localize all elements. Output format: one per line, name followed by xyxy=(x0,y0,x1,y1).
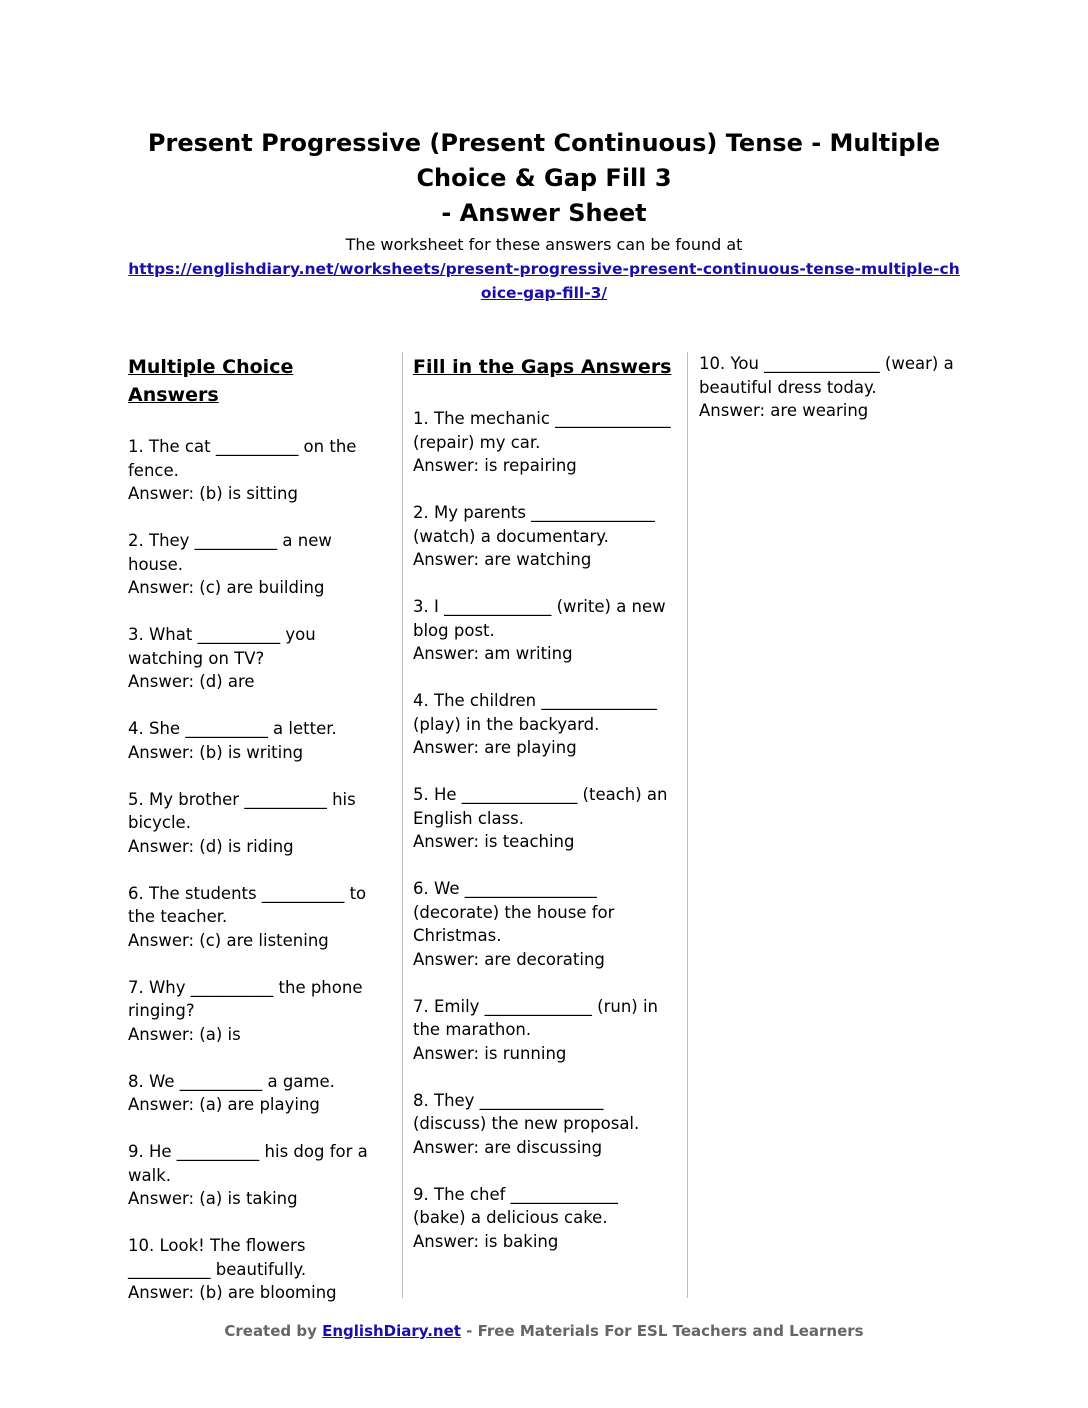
answer-text: Answer: (b) is sitting xyxy=(128,484,298,503)
list-item xyxy=(699,352,961,423)
answer-text: Answer: are watching xyxy=(413,550,592,569)
answer-text: Answer: is teaching xyxy=(413,832,575,851)
list-item xyxy=(413,595,675,666)
question-text: 7. Emily _____________ (run) in the marathon. xyxy=(413,996,659,1039)
header xyxy=(0,126,1088,305)
question-text: 10. You ______________ (wear) a beautiful dress today. xyxy=(699,354,954,397)
question-text: 5. He ______________ (teach) an English class. xyxy=(413,785,668,828)
gap-fill-column xyxy=(413,352,675,1277)
multiple-choice-column xyxy=(128,352,390,1328)
answer-text: Answer: is running xyxy=(413,1043,567,1063)
list-item xyxy=(413,995,675,1066)
answer-text: Answer: (b) are blooming xyxy=(128,1283,337,1302)
question-text: 6. We ________________ (decorate) the house for Christmas. xyxy=(413,879,615,945)
question-text: 3. What __________ you watching on TV? xyxy=(128,625,316,668)
question-text: 5. My brother __________ his bicycle. xyxy=(128,789,356,832)
answer-text: Answer: are wearing xyxy=(699,401,869,420)
gap-fill-heading: Fill in the Gaps Answers xyxy=(413,356,672,378)
question-text: 8. We __________ a game. xyxy=(128,1071,335,1091)
gap-fill-column-continued xyxy=(699,352,961,446)
list-item xyxy=(413,1183,675,1254)
answer-text: Answer: (a) is taking xyxy=(128,1189,298,1208)
question-text: 4. She __________ a letter. xyxy=(128,719,337,738)
question-text: 7. Why __________ the phone ringing? xyxy=(128,977,363,1020)
answer-text: Answer: am writing xyxy=(413,644,573,663)
footer-site-link[interactable]: EnglishDiary.net xyxy=(322,1322,461,1340)
answer-text: Answer: is repairing xyxy=(413,456,577,475)
column-divider xyxy=(402,352,403,1298)
list-item xyxy=(413,689,675,760)
answer-text: Answer: (a) are playing xyxy=(128,1095,320,1114)
page-title-line-1: Present Progressive (Present Continuous) Tense - Multiple xyxy=(147,129,941,157)
list-item xyxy=(128,1234,390,1305)
list-item xyxy=(413,877,675,971)
list-item xyxy=(413,501,675,572)
footer-suffix: - Free Materials For ESL Teachers and Learners xyxy=(466,1322,864,1340)
list-item xyxy=(128,882,390,953)
answer-text: Answer: (b) is writing xyxy=(128,742,304,762)
list-item xyxy=(128,976,390,1047)
column-divider xyxy=(687,352,688,1298)
footer xyxy=(0,1320,1088,1342)
answer-text: Answer: (a) is xyxy=(128,1024,241,1044)
multiple-choice-heading: Multiple Choice Answers xyxy=(128,356,294,406)
list-item xyxy=(413,407,675,478)
worksheet-link[interactable]: https://englishdiary.net/worksheets/present-progressive-present-continuous-tense-multiple-choice-gap-fill-3/ xyxy=(128,260,960,302)
question-text: 2. My parents _______________ (watch) a documentary. xyxy=(413,503,655,546)
answer-text: Answer: (d) are xyxy=(128,672,255,691)
intro-text: The worksheet for these answers can be found at xyxy=(345,235,743,254)
answer-text: Answer: is baking xyxy=(413,1231,559,1251)
question-text: 10. Look! The flowers __________ beautifully. xyxy=(128,1236,307,1279)
list-item xyxy=(128,435,390,506)
question-text: 2. They __________ a new house. xyxy=(128,531,332,574)
answer-text: Answer: (d) is riding xyxy=(128,836,294,856)
question-text: 1. The cat __________ on the fence. xyxy=(128,437,357,480)
list-item xyxy=(413,783,675,854)
list-item xyxy=(128,623,390,694)
list-item xyxy=(128,529,390,600)
question-text: 4. The children ______________ (play) in the backyard. xyxy=(413,691,657,734)
list-item xyxy=(128,1140,390,1211)
answer-text: Answer: (c) are listening xyxy=(128,930,329,950)
answer-text: Answer: are discussing xyxy=(413,1137,603,1157)
question-text: 8. They _______________ (discuss) the new proposal. xyxy=(413,1090,640,1133)
page-title-line-2: Choice & Gap Fill 3 xyxy=(416,164,672,192)
footer-prefix: Created by xyxy=(224,1322,317,1340)
list-item xyxy=(128,717,390,764)
list-item xyxy=(128,1070,390,1117)
answer-text: Answer: are decorating xyxy=(413,949,605,969)
page-title-line-3: - Answer Sheet xyxy=(441,199,647,227)
question-text: 9. The chef _____________ (bake) a delicious cake. xyxy=(413,1184,618,1227)
list-item xyxy=(413,1089,675,1160)
answer-text: Answer: are playing xyxy=(413,738,577,757)
list-item xyxy=(128,788,390,859)
answer-text: Answer: (c) are building xyxy=(128,578,325,597)
question-text: 9. He __________ his dog for a walk. xyxy=(128,1142,368,1185)
question-text: 6. The students __________ to the teacher. xyxy=(128,883,367,926)
question-text: 3. I _____________ (write) a new blog post. xyxy=(413,597,666,640)
question-text: 1. The mechanic ______________ (repair) my car. xyxy=(413,409,671,452)
